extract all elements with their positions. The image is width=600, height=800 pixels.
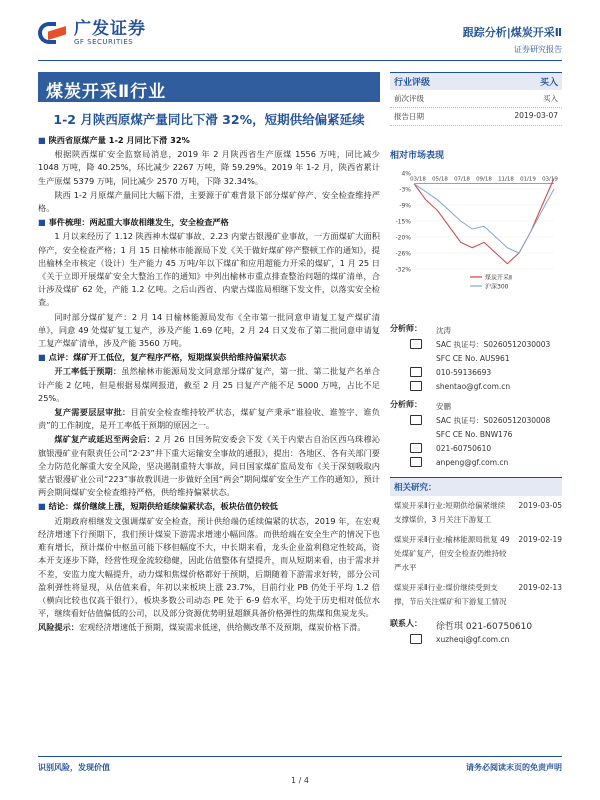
industry-banner: 煤炭开采Ⅱ行业: [38, 72, 380, 102]
sidebar: [390, 72, 562, 652]
id-card-icon: [410, 339, 422, 349]
analyst-email[interactable]: shentao@gf.com.cn: [436, 381, 511, 391]
related-research: [390, 477, 562, 612]
sub-label: 复产需要层层审批：: [54, 407, 131, 418]
x-tick-label: 09/18: [476, 176, 492, 183]
related-title: 相关研究：: [390, 477, 562, 496]
related-item-title: 煤炭开采Ⅱ行业:煤价继续受到支撑，节后关注煤矿和下游复工情况: [394, 583, 507, 606]
related-item[interactable]: [390, 530, 562, 578]
relative-performance-svg: [390, 165, 562, 305]
y-tick-label: -15%: [395, 218, 411, 226]
contact-email[interactable]: xuzheqi@gf.com.cn: [436, 634, 510, 644]
x-tick-label: 07/18: [454, 176, 470, 183]
y-tick-label: -26%: [395, 250, 411, 258]
y-tick-label: -3%: [399, 186, 411, 194]
y-tick-label: -9%: [399, 202, 411, 210]
section-bullet: ■ 点评：煤矿开工低位，复产程序严格，短期煤炭供给维持偏紧状态: [38, 351, 380, 364]
rating-title: 行业评级: [394, 78, 431, 88]
analyst-sac-license: SAC 执证号：S0260512030008: [436, 415, 551, 425]
y-tick-label: -32%: [395, 266, 411, 274]
rating-value: 买入: [539, 78, 558, 88]
y-tick-label: 4%: [401, 170, 411, 178]
header-divider: [38, 60, 562, 61]
sub-paragraph: [38, 406, 380, 432]
analyst-sfc-number: SFC CE No. BNW176: [436, 429, 513, 439]
related-item-title: 煤炭开采Ⅱ行业:短期供给偏紧继续支撑煤价，3 月关注下游复工: [394, 501, 506, 524]
gf-logo-mark-icon: [38, 20, 68, 46]
analyst-name: 沈涛: [436, 325, 451, 335]
x-tick-label: 03/19: [542, 176, 558, 183]
section-bullet: ■ 事件梳理：两起重大事故相继发生，安全检查严格: [38, 216, 380, 229]
x-tick-label: 11/18: [498, 176, 514, 183]
logo-en-text: GF SECURITIES: [74, 38, 134, 46]
email-icon: [410, 381, 422, 391]
analyst-email[interactable]: anpeng@gf.com.cn: [436, 457, 509, 467]
risk-paragraph: [38, 621, 380, 634]
section-bullet: ■ 陕西省原煤产量 1-2 月同比下滑 32%: [38, 134, 380, 147]
analyst-list: [390, 323, 562, 469]
body-paragraph: 近期政府相继发文强调煤矿安全检查，预计供给端仍延续偏紧的状态，2019 年，在宏观经济增速下行预期下，我们预计煤炭下游需求增速小幅回落。而供给端在安全生产的情况下也难有增长，预计煤价中枢虽可能下移但幅度不大，中长期来看，龙头企业盈利稳定性较高，资本开支逐步下降，经营性现金流较稳健，因此估值整体有望提升，而从短期来看，由于需求并不差，安监力度大幅提升，动力煤和焦煤价格都好于预期，后期随着下游需求好转，部分公司盈利弹性将显现，从估值来看，年初以来板块上涨 23.7%，目前行业 PB 仍处于平均 1.2 倍（横向比较也仅高于银行），板块多数公司动态 PE 处于 6-9 倍水平，均处于历史相对低位水平，继续看好估值偏低的公司，以及部分资源优势明显超额具备价格弹性的焦煤和焦炭龙头。: [38, 515, 380, 619]
report-headline: 1-2 月陕西原煤产量同比下滑 32%，短期供给偏紧延续: [53, 112, 365, 127]
sub-label: 风险提示：: [38, 622, 79, 633]
report-date-row: [390, 108, 562, 126]
page-header: [0, 0, 600, 62]
prev-rating-value: 买入: [543, 94, 558, 103]
prev-rating-label: 前次评级: [394, 94, 424, 103]
section-bullet: ■ 结论：煤价继续上涨，短期供给延续偏紧状态，板块估值仍较低: [38, 500, 380, 513]
sub-label: 开工率低于预期：: [54, 366, 122, 377]
report-type: 跟踪分析|煤炭开采Ⅱ: [462, 26, 562, 39]
sub-text: 目前安全检查维持较严状态，煤矿复产秉承“谁验收、谁签字、谁负责”的工作制度，是开工率低于预期的原因之一。: [38, 407, 380, 431]
footer-disclaimer: 请务必阅读末页的免责声明: [466, 763, 562, 772]
analyst-block: [390, 323, 562, 393]
related-item-title: 煤炭开采Ⅱ行业:榆林能源局批复 49 处煤矿复产，但安全检查仍维持较严水平: [394, 535, 510, 572]
related-item-date: 2019-03-05: [518, 501, 562, 510]
analyst-label: 分析师：: [390, 324, 422, 333]
analyst-sac-license: SAC 执证号：S0260512030003: [436, 339, 551, 349]
related-item-date: 2019-02-19: [518, 535, 562, 544]
sub-text: 宏观经济增速低于预期，煤炭需求低迷，供给侧改革不及预期，煤炭价格下滑。: [78, 622, 366, 633]
body-paragraph: 陕西 1-2 月原煤产量同比大幅下滑，主要源于矿难背景下部分煤矿停产、安全检查维持严格。: [38, 189, 380, 214]
body-paragraph: 根据陕西煤矿安全监察局消息，2019 年 2 月陕西省生产原煤 1556 万吨，同比减少 1048 万吨，降 40.25%，环比减少 2267 万吨，降 59.29%。2019 年 1-2 月，陕西省累计生产原煤 5379 万吨，同比减少 2570 万吨，下降 32.34%。: [38, 149, 380, 186]
x-tick-label: 03/18: [410, 176, 426, 183]
contact-email-row: [436, 632, 562, 646]
sub-paragraph: [38, 433, 380, 499]
analyst-phone: 010-59136693: [436, 367, 492, 377]
page-footer: [38, 762, 562, 773]
body-paragraph: 1 月以来经历了 1.12 陕西神木煤矿事故、2.23 内蒙古银漫矿业事故，一方面煤矿大面积停产，安全检查严格；1 月 15 日榆林市能源局下发《关于做好煤矿停产整顿工作的通知》，提出榆林全市核定（设计）生产能力 45 万吨/年以下煤矿和应用超能力开采的煤矿，1 月 25 日《关于立即开展煤矿安全大整治工作的通知》中列出榆林市重点排查整治问题的煤矿清单，合计涉及煤矿 62 处，产能 1.2 亿吨。之后山西省、内蒙古煤监局相继下发文件，以落实安全检查。: [38, 231, 380, 308]
contact-label: 联系人：: [390, 619, 422, 628]
legend-label: 沪深300: [485, 283, 509, 291]
related-item[interactable]: [390, 578, 562, 612]
body-paragraph: 同时部分煤矿复产：2 月 14 日榆林能源局发布《全市第一批同意申请复工复产煤矿清单》，同意 49 处煤矿复工复产，涉及产能 1.69 亿吨，2 月 24 日又发布了第二批同意申请复工复产煤矿清单，涉及产能 3560 万吨。: [38, 311, 380, 349]
sub-text: 2 月 26 日国务院安委会下发《关于内蒙古自治区西乌珠穆沁旗银漫矿业有限责任公司“2·23”井下重大运输安全事故的通报》，提出：各地区、各有关部门要全力防范化解重大安全风险，坚决遏制重特大事故，同日国家煤矿监局发布《关于深刻吸取内蒙古银漫矿业公司“223”事故教训进一步做好全国“两会”期间煤矿安全生产工作的通知》，预计两会期间煤矿安全检查维持严格，供给维持偏紧状态。: [38, 434, 380, 498]
footer-slogan: 识别风险，发现价值: [38, 763, 110, 772]
logo-cn-text: 广发证券: [74, 19, 146, 39]
email-icon: [410, 457, 422, 467]
analyst-phone: 021-60750610: [436, 443, 492, 453]
relative-performance-chart: [390, 165, 562, 305]
analyst-name: 安鹏: [436, 401, 451, 411]
sub-label: 煤矿复产或延迟至两会后：: [54, 434, 155, 445]
id-card-icon: [410, 415, 422, 425]
x-tick-label: 05/18: [432, 176, 448, 183]
sub-paragraph: [38, 365, 380, 405]
prev-rating-row: [390, 90, 562, 108]
footer-divider: [38, 756, 562, 757]
x-tick-label: 01/19: [520, 176, 536, 183]
report-subtitle: 证券研究报告: [514, 45, 562, 54]
contact-block: [390, 618, 562, 646]
related-item[interactable]: [390, 496, 562, 530]
rating-bar: [390, 72, 562, 90]
gf-securities-logo: [38, 20, 146, 46]
phone-icon: [410, 367, 422, 377]
analyst-label: 分析师：: [390, 400, 422, 409]
contact-name: 徐哲琪 021-60750610: [436, 621, 533, 632]
related-item-date: 2019-02-13: [518, 583, 562, 592]
analyst-block: [390, 399, 562, 469]
report-date-value: 2019-03-07: [514, 111, 558, 120]
phone-icon: [410, 443, 422, 453]
report-date-label: 报告日期: [394, 112, 424, 121]
y-tick-label: -20%: [395, 234, 411, 242]
sub-text: 虽然榆林市能源局发文同意部分煤矿复产，第一批、第二批复产名单合计产能 2 亿吨，但是根据易煤网报道，截至 2 月 25 日复产产能不足 5000 万吨，占比不足 25%。: [38, 366, 380, 403]
market-performance-title: 相对市场表现: [390, 151, 445, 161]
legend-label: 煤炭开采Ⅱ: [485, 274, 512, 282]
report-body: [38, 134, 380, 746]
email-icon: [410, 634, 422, 644]
page-number: 1 / 4: [291, 776, 309, 785]
analyst-sfc-number: SFC CE No. AUS961: [436, 353, 510, 363]
